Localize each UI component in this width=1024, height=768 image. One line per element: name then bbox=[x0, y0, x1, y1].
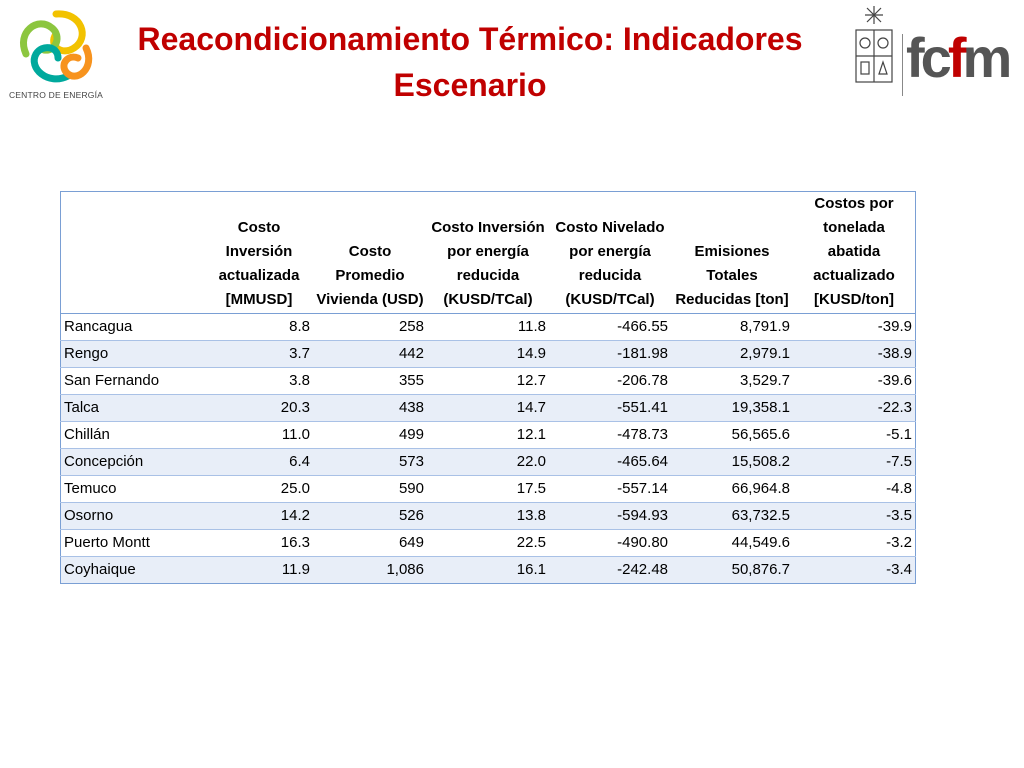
table-row bbox=[61, 422, 916, 449]
column-header-investment-per-energy: Costo Inversión por energía reducida (KUSD/TCal) bbox=[427, 192, 549, 314]
value-cell: 44,549.6 bbox=[671, 530, 793, 557]
city-cell: Chillán bbox=[61, 422, 206, 449]
value-cell: 12.7 bbox=[427, 368, 549, 395]
logo-divider bbox=[902, 34, 903, 96]
value-cell: 499 bbox=[313, 422, 427, 449]
value-cell: 20.3 bbox=[205, 395, 313, 422]
logo-caption: CENTRO DE ENERGÍA bbox=[8, 90, 104, 100]
value-cell: -39.9 bbox=[793, 314, 916, 341]
table-row bbox=[61, 530, 916, 557]
value-cell: 526 bbox=[313, 503, 427, 530]
value-cell: 22.5 bbox=[427, 530, 549, 557]
value-cell: -478.73 bbox=[549, 422, 671, 449]
value-cell: -3.5 bbox=[793, 503, 916, 530]
university-crest-icon bbox=[852, 4, 896, 88]
value-cell: -557.14 bbox=[549, 476, 671, 503]
value-cell: 649 bbox=[313, 530, 427, 557]
value-cell: 50,876.7 bbox=[671, 557, 793, 584]
value-cell: 8.8 bbox=[205, 314, 313, 341]
value-cell: -594.93 bbox=[549, 503, 671, 530]
city-cell: Temuco bbox=[61, 476, 206, 503]
value-cell: 442 bbox=[313, 341, 427, 368]
table-header-row bbox=[61, 192, 916, 314]
value-cell: -465.64 bbox=[549, 449, 671, 476]
value-cell: 19,358.1 bbox=[671, 395, 793, 422]
fcfm-logo bbox=[852, 4, 1020, 100]
value-cell: 8,791.9 bbox=[671, 314, 793, 341]
column-header-investment: Costo Inversión actualizada [MMUSD] bbox=[205, 192, 313, 314]
city-cell: Coyhaique bbox=[61, 557, 206, 584]
value-cell: 258 bbox=[313, 314, 427, 341]
city-cell: Osorno bbox=[61, 503, 206, 530]
table-row bbox=[61, 503, 916, 530]
table-row bbox=[61, 314, 916, 341]
table-row bbox=[61, 449, 916, 476]
value-cell: 66,964.8 bbox=[671, 476, 793, 503]
energy-swirl-icon bbox=[4, 2, 108, 92]
value-cell: 590 bbox=[313, 476, 427, 503]
value-cell: 11.0 bbox=[205, 422, 313, 449]
value-cell: 56,565.6 bbox=[671, 422, 793, 449]
value-cell: 15,508.2 bbox=[671, 449, 793, 476]
column-header-levelized-cost: Costo Nivelado por energía reducida (KUSD/TCal) bbox=[549, 192, 671, 314]
value-cell: 16.1 bbox=[427, 557, 549, 584]
table-body bbox=[61, 314, 916, 584]
city-cell: Concepción bbox=[61, 449, 206, 476]
value-cell: 1,086 bbox=[313, 557, 427, 584]
value-cell: 355 bbox=[313, 368, 427, 395]
page-title: Reacondicionamiento Térmico: Indicadores Escenario bbox=[137, 21, 803, 103]
value-cell: 2,979.1 bbox=[671, 341, 793, 368]
value-cell: -7.5 bbox=[793, 449, 916, 476]
column-header-emissions: Emisiones Totales Reducidas [ton] bbox=[671, 192, 793, 314]
table-row bbox=[61, 341, 916, 368]
city-cell: Puerto Montt bbox=[61, 530, 206, 557]
value-cell: 14.9 bbox=[427, 341, 549, 368]
value-cell: 438 bbox=[313, 395, 427, 422]
value-cell: -242.48 bbox=[549, 557, 671, 584]
value-cell: -181.98 bbox=[549, 341, 671, 368]
value-cell: 3,529.7 bbox=[671, 368, 793, 395]
city-cell: Rancagua bbox=[61, 314, 206, 341]
value-cell: 573 bbox=[313, 449, 427, 476]
city-cell: Rengo bbox=[61, 341, 206, 368]
value-cell: 16.3 bbox=[205, 530, 313, 557]
value-cell: -39.6 bbox=[793, 368, 916, 395]
centro-de-energia-logo bbox=[4, 2, 108, 106]
value-cell: 14.2 bbox=[205, 503, 313, 530]
value-cell: -5.1 bbox=[793, 422, 916, 449]
city-cell: Talca bbox=[61, 395, 206, 422]
value-cell: -38.9 bbox=[793, 341, 916, 368]
value-cell: -490.80 bbox=[549, 530, 671, 557]
column-header-avg-cost: Costo Promedio Vivienda (USD) bbox=[313, 192, 427, 314]
value-cell: -206.78 bbox=[549, 368, 671, 395]
fcfm-wordmark: fcfm bbox=[906, 26, 1009, 89]
value-cell: 14.7 bbox=[427, 395, 549, 422]
value-cell: 63,732.5 bbox=[671, 503, 793, 530]
indicators-table bbox=[60, 191, 916, 584]
table-row bbox=[61, 368, 916, 395]
value-cell: 11.8 bbox=[427, 314, 549, 341]
value-cell: 6.4 bbox=[205, 449, 313, 476]
value-cell: 11.9 bbox=[205, 557, 313, 584]
value-cell: 12.1 bbox=[427, 422, 549, 449]
value-cell: 17.5 bbox=[427, 476, 549, 503]
value-cell: -551.41 bbox=[549, 395, 671, 422]
city-cell: San Fernando bbox=[61, 368, 206, 395]
column-header-city bbox=[61, 192, 206, 314]
table-row bbox=[61, 557, 916, 584]
value-cell: -466.55 bbox=[549, 314, 671, 341]
value-cell: 3.7 bbox=[205, 341, 313, 368]
column-header-abatement-cost: Costos por tonelada abatida actualizado [KUSD/ton] bbox=[793, 192, 916, 314]
value-cell: 3.8 bbox=[205, 368, 313, 395]
table-row bbox=[61, 395, 916, 422]
value-cell: 13.8 bbox=[427, 503, 549, 530]
value-cell: 22.0 bbox=[427, 449, 549, 476]
value-cell: -3.2 bbox=[793, 530, 916, 557]
value-cell: -22.3 bbox=[793, 395, 916, 422]
value-cell: 25.0 bbox=[205, 476, 313, 503]
value-cell: -3.4 bbox=[793, 557, 916, 584]
value-cell: -4.8 bbox=[793, 476, 916, 503]
table-row bbox=[61, 476, 916, 503]
